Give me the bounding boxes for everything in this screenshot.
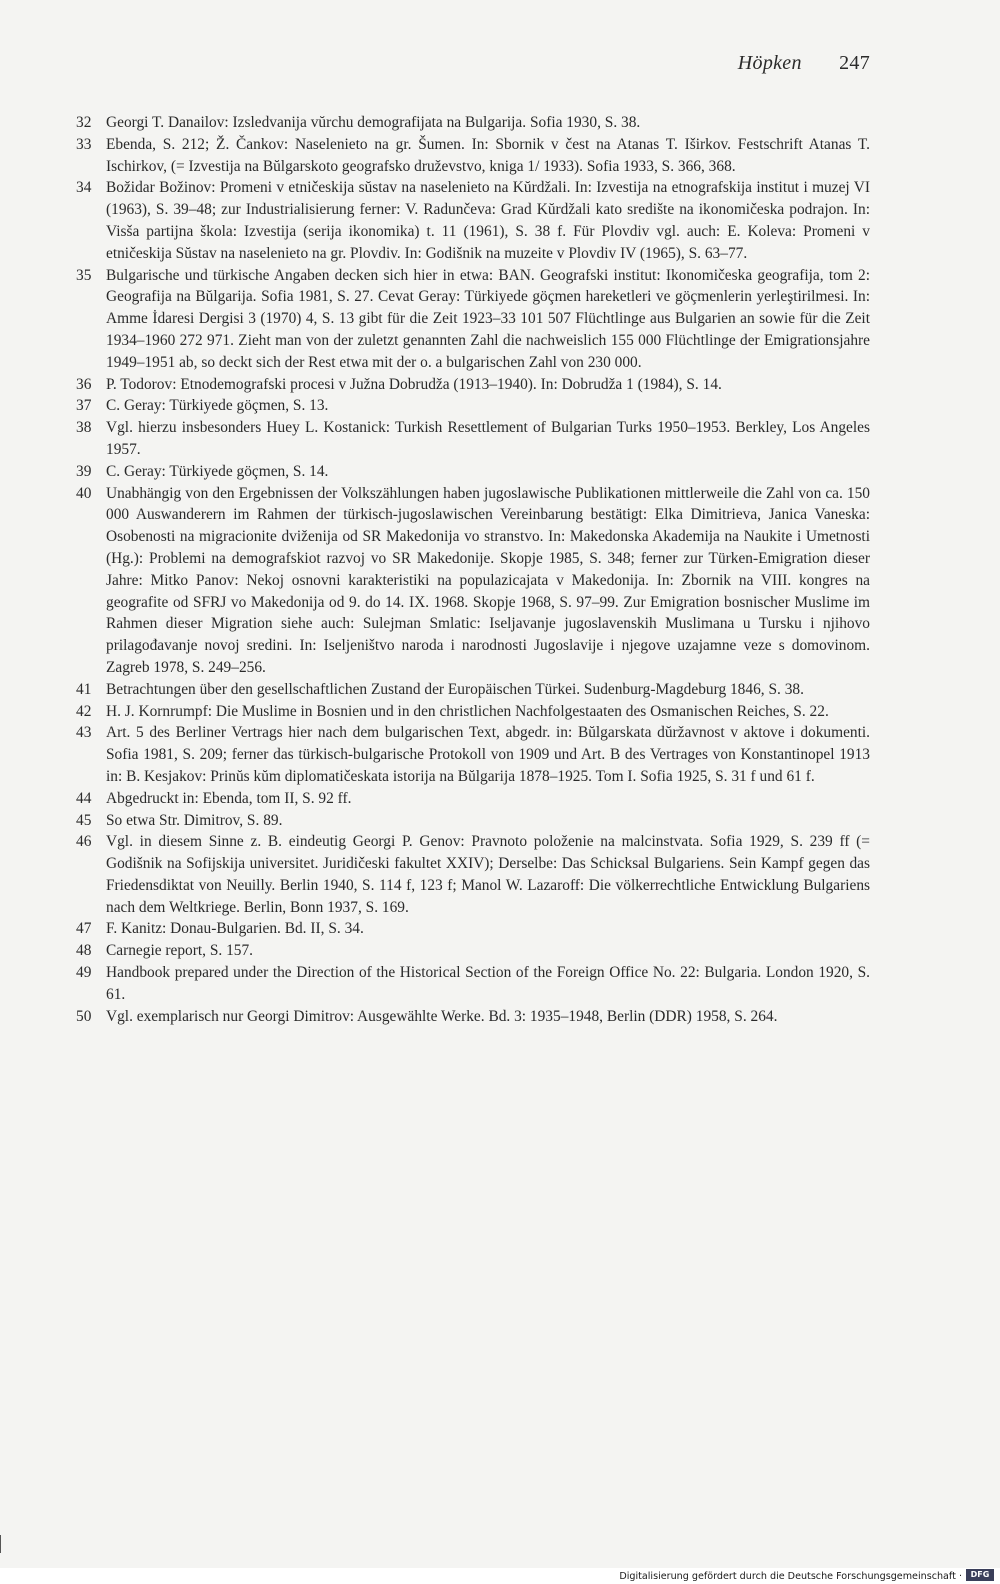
footnote-text: Handbook prepared under the Direction of the Historical Section of the Foreign Office No. 22: Bulgaria. London 1920, S. 61. — [106, 964, 870, 1003]
footnote — [76, 962, 870, 1006]
footnote-number: 35 — [76, 266, 92, 284]
footnote-number: 43 — [76, 724, 92, 742]
footnote-number: 40 — [76, 484, 92, 502]
footnote-number: 49 — [76, 964, 92, 982]
footnote — [76, 788, 870, 810]
footnote-number: 33 — [76, 135, 92, 153]
dfg-logo: DFG — [966, 1569, 994, 1581]
footnote-text: Art. 5 des Berliner Vertrags hier nach dem bulgarischen Text, abgedr. in: Bŭlgarskata dŭržavnost v aktove i dokumenti. Sofia 1981, S. 209; ferner das türkisch-bulgarische Protokoll von 1909 und Art. B des Vertrages von Konstantinopel 1913 in: B. Kesjakov: Prinŭs kŭm diplomatičeskata istorija na Bŭlgarija 1878–1925. Tom I. Sofia 1925, S. 31 f und 61 f. — [106, 724, 870, 785]
footnote-number: 48 — [76, 942, 92, 960]
footnote — [76, 918, 870, 940]
page-number: 247 — [839, 52, 870, 74]
scan-edge-mark — [0, 1535, 1, 1553]
footnote — [76, 461, 870, 483]
footnote-text: Ebenda, S. 212; Ž. Čankov: Naselenieto na gr. Šumen. In: Sbornik v čest na Atanas T. Iširkov. Festschrift Atanas T. Ischirkov, (= Izvestija na Bŭlgarskoto geografsko druževstvo, kniga 1/ 1933). Sofia 1933, S. 366, 368. — [106, 135, 870, 175]
footnote — [76, 701, 870, 723]
footnote-text: Božidar Božinov: Promeni v etničeskija sŭstav na naselenieto na Kŭrdžali. In: Izvestija na etnografskija institut i muzej VI (1963), S. 39–48; zur Industrialisierung ferner: V. Radunčeva: Grad Kŭrdžali kato središte na ikonomičeska podrajon. In: Visša partijna škola: Izvestija (serija ikonomika) t. 11 (1961), S. 38 f. Für Plovdiv vgl. auch: E. Koleva: Promeni v etničeskija Sŭstav na naselenieto na gr. Plovdiv. In: Godišnik na muzeite v Plovdiv IV (1965), S. 63–77. — [106, 179, 870, 262]
footnote-number: 34 — [76, 179, 92, 197]
footnote-text: F. Kanitz: Donau-Bulgarien. Bd. II, S. 34. — [106, 920, 364, 938]
footnote-number: 32 — [76, 114, 92, 131]
footnote — [76, 1006, 870, 1028]
footnote — [76, 483, 870, 679]
footnote-number: 42 — [76, 702, 92, 720]
footnote — [76, 374, 870, 396]
footnote-text: Abgedruckt in: Ebenda, tom II, S. 92 ff. — [106, 789, 352, 807]
footnote-number: 50 — [76, 1007, 92, 1025]
footnote — [76, 177, 870, 264]
footnote-text: Georgi T. Danailov: Izsledvanija vŭrchu demografijata na Bulgarija. Sofia 1930, S. 38. — [106, 114, 641, 131]
footnote — [76, 722, 870, 787]
footnote — [76, 810, 870, 832]
footnote-text: So etwa Str. Dimitrov, S. 89. — [106, 811, 283, 829]
footnote — [76, 134, 870, 178]
footnote-number: 45 — [76, 811, 92, 829]
footnote-text: Vgl. hierzu insbesonders Huey L. Kostanick: Turkish Resettlement of Bulgarian Turks 1950–1953. Berkley, Los Angeles 1957. — [106, 419, 870, 458]
footnote-text: Vgl. in diesem Sinne z. B. eindeutig Georgi P. Genov: Pravnoto položenie na malcinstvata. Sofia 1929, S. 239 ff (= Godišnik na Sofijskija universitet. Juridičeski fakultet XXIV); Derselbe: Das Schicksal Bulgariens. Sein Kampf gegen das Friedensdiktat von Neuilly. Berlin 1940, S. 114 f, 123 f; Manol W. Lazaroff: Die völkerrechtliche Entwicklung Bulgariens nach dem Weltkriege. Berlin, Bonn 1937, S. 169. — [106, 833, 870, 916]
footnote — [76, 417, 870, 461]
footnote-text: Vgl. exemplarisch nur Georgi Dimitrov: Ausgewählte Werke. Bd. 3: 1935–1948, Berlin (DDR) 1958, S. 264. — [106, 1007, 778, 1025]
footnote-number: 46 — [76, 833, 92, 851]
footnote-text: C. Geray: Türkiyede göçmen, S. 14. — [106, 462, 329, 480]
footnote-number: 41 — [76, 680, 92, 698]
footnote-text: Unabhängig von den Ergebnissen der Volkszählungen haben jugoslawische Publikationen mittlerweile die Zahl von ca. 150 000 Auswanderern im Rahmen der türkisch-jugoslawischen Vereinbarung bestätigt: Elka Dimitrieva, Janica Vaneska: Osobenosti na migracionite dviženija od SR Makedonija vo stranstvo. In: Makedonska Akademija na Naukite i Umetnosti (Hg.): Problemi na demografskiot razvoj vo SR Makedonije. Skopje 1985, S. 348; ferner zur Türken-Emigration dieser Jahre: Mitko Panov: Nekoj osnovni karakteristiki na populazicajata v Makedonija. In: Zbornik na VIII. kongres na geografite od SFRJ vo Makedonija od 9. do 14. IX. 1968. Skopje 1968, S. 97–99. Zur Emigration bosnischer Muslime im Rahmen dieser Migration siehe auch: Sulejman Smlatic: Iseljavanje jugoslavenskih Muslimana u Tursku i njihovo prilagođavanje novoj sredini. In: Iseljeništvo naroda i narodnosti Jugoslavije i njegove uzajamne veze s domovinom. Zagreb 1978, S. 249–256. — [106, 484, 870, 676]
footnote — [76, 395, 870, 417]
running-head-author: Höpken — [737, 52, 802, 74]
footnote — [76, 265, 870, 374]
running-head — [78, 52, 870, 75]
footnote-number: 37 — [76, 397, 92, 415]
footnote — [76, 831, 870, 918]
footnote-text: Betrachtungen über den gesellschaftlichen Zustand der Europäischen Türkei. Sudenburg-Magdeburg 1846, S. 38. — [106, 680, 804, 698]
digitization-credit: Digitalisierung gefördert durch die Deutsche Forschungsgemeinschaft · — [619, 1571, 962, 1582]
footnote-text: H. J. Kornrumpf: Die Muslime in Bosnien und in den christlichen Nachfolgestaaten des Osmanischen Reiches, S. 22. — [106, 702, 829, 720]
footnote-number: 36 — [76, 375, 92, 393]
footnote-text: C. Geray: Türkiyede göçmen, S. 13. — [106, 397, 329, 415]
footnote — [76, 112, 870, 134]
footnote — [76, 940, 870, 962]
footnote-number: 47 — [76, 920, 92, 938]
footnote-text: P. Todorov: Etnodemografski procesi v Južna Dobrudža (1913–1940). In: Dobrudža 1 (1984), S. 14. — [106, 375, 722, 393]
footnote-number: 38 — [76, 419, 92, 437]
footnotes-list — [76, 112, 870, 1027]
footnote-text: Bulgarische und türkische Angaben decken sich hier in etwa: BAN. Geografski institut: Ikonomičeska geografija, tom 2: Geografija na Bŭlgarija. Sofia 1981, S. 27. Cevat Geray: Türkiyede göçmen hareketleri ve göçmenlerin yerleştirilmesi. In: Amme İdaresi Dergisi 3 (1970) 4, S. 13 gibt für die Zeit 1923–33 101 507 Flüchtlinge aus Bulgarien an sowie für die Zeit 1934–1960 272 971. Zieht man von der zuletzt genannten Zahl die nachweislich 155 000 Flüchtlinge der Emigrationsjahre 1949–1951 ab, so deckt sich der Rest etwa mit der o. a bulgarischen Zahl von 230 000. — [106, 266, 870, 371]
footnote — [76, 679, 870, 701]
footnote-number: 44 — [76, 789, 92, 807]
footnote-number: 39 — [76, 462, 92, 480]
footnote-text: Carnegie report, S. 157. — [106, 942, 254, 960]
